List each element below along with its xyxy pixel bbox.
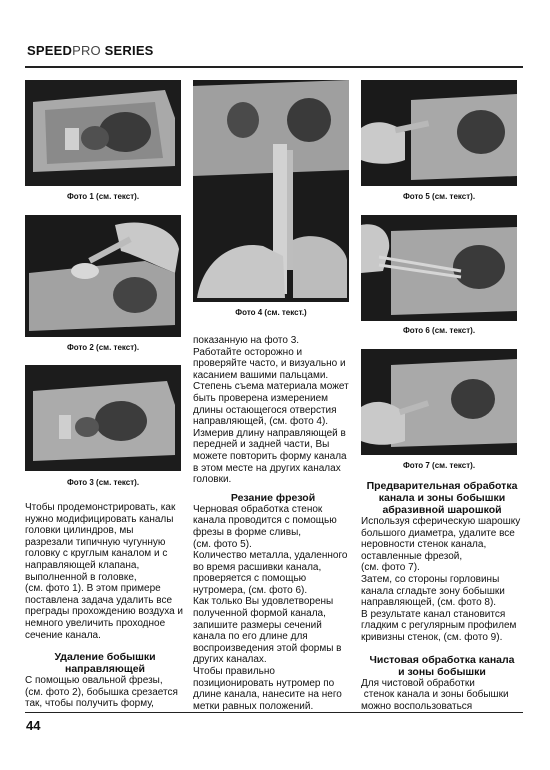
body-line: головку с круглым каналом и с: [25, 548, 168, 560]
body-line: кривизны стенок, (см. фото 9).: [361, 631, 503, 643]
section-heading-abrasive: канала и зоны бобышки: [378, 492, 506, 504]
header-rule: [25, 66, 523, 68]
running-header: [27, 43, 154, 58]
body-line: проверяйте часто, и визуально и: [193, 358, 346, 370]
header-brand-pro: PRO: [72, 43, 101, 58]
caption-photo-7: Фото 7 (см. текст).: [402, 461, 476, 470]
section-heading-abrasive: Предварительная обработка: [366, 480, 518, 492]
photo-5: [361, 80, 517, 186]
body-line: (см. фото 5).: [193, 538, 252, 550]
body-line: большого диаметра, удалите все: [361, 527, 515, 539]
body-line: стенок канала и зоны бобышки: [361, 689, 509, 701]
body-line: Работайте осторожно и: [193, 346, 303, 358]
photo-6: [361, 215, 517, 321]
body-line: во время расшивки канала,: [193, 561, 322, 573]
left-column: [25, 502, 185, 710]
body-line: оставленные фрезой,: [361, 550, 463, 562]
body-line: метки равных положений.: [193, 700, 314, 712]
body-line: канала проводится с помощью: [193, 515, 337, 527]
photo-4: [193, 80, 349, 302]
body-line: показанную на фото 3.: [193, 335, 300, 346]
photo-3: [25, 365, 181, 471]
body-line: полученной формой канала,: [193, 608, 326, 620]
body-line: Затем, со стороны горловины: [361, 573, 500, 585]
body-line: В результате канал становится: [361, 608, 506, 620]
body-line: Используя сферическую шарошку: [361, 516, 521, 527]
body-line: проверяется с помощью: [193, 573, 307, 585]
body-line: канала сгладьте зону бобышки: [361, 585, 505, 597]
body-line: воспроизведения этой формы в: [193, 642, 342, 654]
body-line: немного увеличить проходное: [25, 617, 166, 629]
caption-photo-1: Фото 1 (см. текст).: [66, 192, 140, 201]
section-heading-finishing: и зоны бобышки: [398, 665, 486, 678]
header-series: SERIES: [100, 43, 154, 58]
body-line: выполненной в головке,: [25, 571, 137, 583]
body-line: неровности стенок канала,: [361, 539, 487, 551]
page-number: 44: [26, 718, 41, 733]
caption-photo-4: Фото 4 (см. текст.): [235, 308, 307, 317]
body-line: в этом месте на других каналах: [193, 462, 341, 474]
body-line: фрезы в форме сливы,: [193, 526, 302, 538]
photo-1: [25, 80, 181, 186]
body-line: длины остающегося отверстия: [193, 404, 337, 416]
body-line: быть проверена измерением: [193, 392, 329, 404]
section-heading-guide-boss: Удаление бобышки: [54, 651, 156, 664]
body-line: нутромера, (см. фото 6).: [193, 584, 308, 596]
caption-photo-2: Фото 2 (см. текст).: [66, 343, 140, 352]
body-line: Для чистовой обработки: [361, 677, 475, 689]
body-line: Степень съема материала может: [193, 381, 349, 393]
caption-photo-3: Фото 3 (см. текст).: [66, 478, 140, 487]
middle-column: [193, 335, 353, 712]
body-line: направляющей, (см. фото 8).: [361, 597, 497, 609]
body-line: поставлена задача удалить все: [25, 594, 173, 606]
body-line: (см. фото 2), бобышка срезается: [25, 686, 178, 698]
body-line: Измерив длину направляющей в: [193, 427, 346, 439]
body-line: касанием вашими пальцами.: [193, 369, 329, 381]
body-line: Чтобы правильно: [193, 666, 275, 678]
body-line: сечение канала.: [25, 629, 101, 641]
body-line: Как только Вы удовлетворены: [193, 596, 334, 608]
body-line: позиционировать нутромер по: [193, 677, 335, 689]
photo-7: [361, 349, 517, 455]
body-line: С помощью овальной фрезы,: [25, 675, 163, 687]
body-line: разрезали типичную чугунную: [25, 536, 166, 548]
body-line: так, чтобы получить форму,: [25, 698, 154, 710]
body-line: Количество металла, удаленного: [193, 550, 348, 562]
body-line: других каналах.: [193, 654, 267, 666]
body-line: можно воспользоваться: [361, 700, 473, 712]
body-line: запишите размеры сечений: [193, 619, 322, 631]
section-heading-finishing: Чистовая обработка канала: [369, 653, 515, 666]
body-line: направляющей клапана,: [25, 559, 140, 571]
body-line: можете повторить форму канала: [193, 450, 347, 462]
body-line: головки.: [193, 474, 232, 486]
photo-2: [25, 215, 181, 337]
caption-photo-6: Фото 6 (см. текст).: [402, 326, 476, 335]
body-line: гладким с регулярным профилем: [361, 620, 517, 632]
body-line: Черновая обработка стенок: [193, 503, 323, 515]
body-line: направляющей, (см. фото 4).: [193, 416, 329, 428]
body-line: преграды прохождению воздуха и: [25, 606, 184, 618]
section-heading-guide-boss: направляющей: [64, 663, 145, 676]
body-line: нужно модифицировать каналы: [25, 513, 174, 525]
body-line: (см. фото 1). В этом примере: [25, 583, 161, 595]
body-line: передней и задней части, Вы: [193, 439, 330, 451]
body-line: канала по его длине для: [193, 631, 308, 643]
section-heading-milling: Резание фрезой: [230, 491, 316, 504]
body-line: головки цилиндров, мы: [25, 525, 134, 537]
caption-photo-5: Фото 5 (см. текст).: [402, 192, 476, 201]
header-brand-speed: SPEED: [27, 43, 73, 58]
body-line: (см. фото 7).: [361, 562, 420, 574]
right-column: [361, 480, 523, 712]
body-line: Чтобы продемонстрировать, как: [25, 502, 176, 513]
body-line: длине канала, нанесите на него: [193, 689, 342, 701]
section-heading-abrasive: абразивной шарошкой: [382, 504, 502, 516]
footer-rule: [25, 712, 523, 713]
